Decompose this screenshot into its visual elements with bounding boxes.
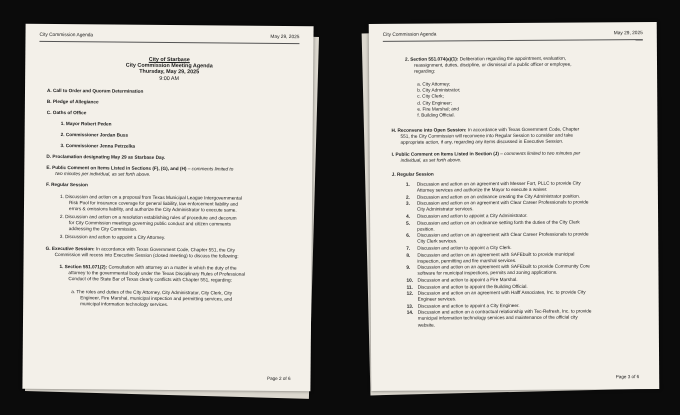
list-item-text: [418, 309, 592, 328]
item-f2-line3: addressing the City Commission.: [68, 226, 138, 233]
item-g1: [59, 264, 299, 285]
item-c2: 2. Commissioner Jordan Buss: [60, 132, 129, 138]
list-item-line: City Clerk services.: [417, 238, 458, 245]
list-item-number: 9.: [406, 264, 411, 270]
officer-item: d. City Engineer;: [417, 100, 452, 106]
list-item-line: Discussion and action on a contractual relationship with Tec-Refresh, Inc. to provide: [417, 308, 592, 316]
page-footer: Page 2 of 6: [266, 375, 291, 382]
list-item-line: municipal information technology services and maintenance of the official city: [417, 315, 578, 322]
item-g1a-line2: Engineer, Fire Marshal, municipal inspection and permitting services, and: [80, 295, 233, 302]
item-i-note: – comments limited to two minutes per: [498, 150, 581, 157]
regular-session-list: [406, 180, 649, 329]
header-title: City Commission Agenda: [382, 32, 437, 38]
list-item: [406, 251, 648, 265]
list-item-text: [417, 219, 580, 232]
list-item-number: 4.: [406, 213, 411, 219]
item-f1-line3: errors & omissions liability, and authorize the City Administrator to execute same.: [68, 206, 237, 214]
item-h: [391, 126, 646, 146]
item-h-heading: H. Reconvene into Open Session:: [391, 127, 467, 133]
item-i-heading: I. Public Comment on Items Listed in Section (J): [391, 151, 499, 157]
list-item-line: Discussion and action on an agreement with SAFEbuilt to provide Community Core: [417, 263, 590, 270]
item-i-note-line2: individual, as set forth above.: [400, 157, 462, 163]
item-c1: 1. Mayor Robert Peden: [60, 121, 112, 127]
list-item-line: Discussion and action to appoint the Building Official.: [417, 283, 528, 290]
list-item-number: 7.: [406, 245, 411, 251]
list-item-text: [417, 200, 589, 213]
list-item-line: Discussion and action to appoint a City Administrator.: [417, 212, 528, 219]
item-f1-line1: 1. Discussion and action on a proposal from Texas Municipal League Intergovernmental: [60, 194, 242, 201]
item-d: D. Proclamation designating May 29 as Starbase Day.: [46, 153, 166, 160]
item-g-heading: G. Executive Session:: [45, 245, 95, 252]
item-g1a: [71, 289, 301, 310]
list-item-text: [417, 181, 581, 194]
item-b: B. Pledge of Allegiance: [46, 98, 99, 105]
agenda-page-2: [22, 24, 313, 391]
header-date: May 29, 2025: [270, 34, 300, 41]
officer-item: b. City Administrator;: [417, 87, 461, 93]
list-item-number: 1.: [405, 181, 410, 187]
list-item-line: Discussion and action on an agreement with SAFEbuilt to provide municipal: [417, 251, 575, 258]
list-item-line: Discussion and action on an ordinance setting forth the duties of the City Clerk: [417, 219, 580, 226]
item-h-line2: 551, the City Commission will reconvene into Regular Session to consider and take: [400, 132, 574, 139]
item-g1-line3: Conduct of the State Bar of Texas clearly conflicts with Chapter 551, regarding:: [68, 276, 232, 283]
list-item: [407, 308, 649, 328]
agenda-title: [25, 56, 313, 83]
list-item-number: 13.: [406, 303, 414, 309]
item-h-line3: appropriate action, if any, regarding any items discussed in Executive Session.: [400, 139, 564, 146]
agenda-page-3: [369, 22, 660, 391]
list-item-number: 8.: [406, 252, 411, 258]
item-e: [46, 165, 296, 180]
header-date: May 29, 2025: [613, 31, 643, 37]
list-item-line: position.: [417, 226, 435, 232]
item-2: [405, 55, 645, 75]
list-item-number: 10.: [406, 277, 414, 283]
item-f2: [60, 214, 300, 235]
list-item-line: Discussion and action to appoint a Fire Marshal.: [417, 276, 518, 283]
item-g1a-line1: a. The roles and duties of the City Attorney, City Administrator, City Clerk, City: [71, 289, 233, 296]
officer-item: f. Building Official.: [417, 112, 455, 118]
list-item-number: 12.: [406, 290, 414, 296]
item-f2-line2: for City Commission meetings governing public conduct and citizen comments: [68, 220, 231, 227]
item-a: A. Call to Order and Quorum Determination: [46, 87, 144, 94]
item-g: [46, 246, 301, 261]
list-item-line: website.: [417, 322, 436, 328]
list-item-number: 5.: [406, 220, 411, 226]
item-f1: [60, 194, 300, 215]
list-item: [406, 263, 648, 277]
item-i: [392, 150, 647, 164]
list-item-number: 6.: [406, 232, 411, 239]
item-g-line1: In accordance with Texas Government Code, Chapter 551, the City: [94, 246, 235, 253]
meeting-date: Thursday, May 29, 2025: [139, 69, 200, 76]
list-item-line: City Administrator services.: [417, 206, 474, 213]
officer-item: a. City Attorney;: [417, 81, 451, 87]
list-item: [407, 289, 649, 303]
list-item-line: inspection, permitting and fire marshal services.: [417, 257, 517, 264]
list-item-line: Discussion and action to appoint a City Clerk.: [417, 244, 512, 251]
officer-list: [417, 81, 461, 119]
list-item-line: software for municipal inspections, permits and zoning applications.: [417, 270, 558, 276]
item-2-line3: regarding:: [414, 68, 436, 75]
list-item: [406, 219, 648, 233]
item-e-note: – comments limited to: [186, 166, 234, 172]
list-item-line: Discussion and action on an agreement with Clear Career Professionals to provide: [416, 199, 589, 206]
meeting-time: 9:00 AM: [159, 75, 180, 82]
list-item-text: [417, 232, 589, 245]
list-item-line: Discussion and action on an agreement with Halff Associates, Inc. to provide City: [417, 289, 586, 296]
item-2-heading: 2. Section 551.074(a)(1):: [404, 56, 459, 62]
item-c3: 3. Commissioner Jenna Petrzelka: [60, 143, 136, 149]
page-footer: Page 3 of 6: [615, 374, 640, 380]
list-item-line: Attorney services and authorize the Mayor to execute a waiver.: [416, 186, 548, 193]
item-e-heading: E. Public Comment on Items Listed in Sections (F), (G), and (H): [46, 164, 187, 172]
list-item-text: [418, 290, 586, 303]
item-f: F. Regular Session: [46, 181, 88, 188]
list-item-number: 3.: [405, 201, 410, 207]
item-g1-line1: Consultation with attorney on a matter in which the duty of the: [107, 264, 237, 271]
list-item: [406, 231, 648, 245]
list-item-line: Discussion and action on an agreement with Messer Fort, PLLC to provide City: [416, 180, 581, 187]
list-item-number: 2.: [405, 194, 410, 200]
officer-item: e. Fire Marshal; and: [417, 106, 460, 112]
item-c: C. Oaths of Office: [46, 109, 87, 116]
agenda-heading: City Commission Meeting Agenda: [125, 62, 213, 70]
list-item-line: Discussion and action on an agreement with Clear Career Professionals to provide: [417, 231, 589, 238]
city-name: City of Starbase: [148, 56, 190, 64]
list-item-number: 11.: [406, 284, 413, 290]
item-g1-line2: attorney to the governmental body under the Texas Disciplinary Rules of Professional: [68, 270, 246, 277]
list-item-line: Engineer services.: [417, 296, 457, 302]
item-f2-line1: 2. Discussion and action on a resolution establishing rules of procedure and decorum: [59, 214, 237, 221]
item-2-line2: reassignment, duties, discipline, or dismissal of a public officer or employee,: [413, 61, 572, 68]
item-e-note-line2: two minutes per individual, as set forth above.: [55, 171, 151, 178]
item-h-line1: In accordance with Texas Government Code, Chapter: [466, 126, 580, 133]
officer-item: c. City Clerk;: [417, 93, 444, 100]
list-item-text: [417, 264, 590, 277]
list-item: [406, 180, 648, 194]
list-item-number: 14.: [406, 310, 414, 316]
list-item: [406, 199, 648, 213]
item-g-line2: Commission will recess into Executive Session (closed meeting) to discuss the following:: [54, 252, 239, 259]
header-title: City Commission Agenda: [39, 32, 94, 39]
list-item-line: Discussion and action to appoint a City Engineer.: [417, 302, 520, 309]
item-2-line1: Deliberation regarding the appointment, evaluation,: [458, 55, 567, 62]
item-g1a-line3: municipal information technology services.: [80, 301, 169, 308]
item-g1-heading: 1. Section 551.071(2):: [59, 264, 108, 270]
list-item-text: [417, 251, 574, 264]
list-item-line: Discussion and action on an ordinance creating the City Administrator position.: [416, 193, 581, 200]
item-f1-line2: Risk Pool for insurance coverage for general liability, law enforcement liability and: [69, 200, 239, 207]
item-j: J. Regular Session: [391, 171, 434, 177]
item-f3: 3. Discussion and action to appoint a City Attorney.: [59, 234, 166, 240]
